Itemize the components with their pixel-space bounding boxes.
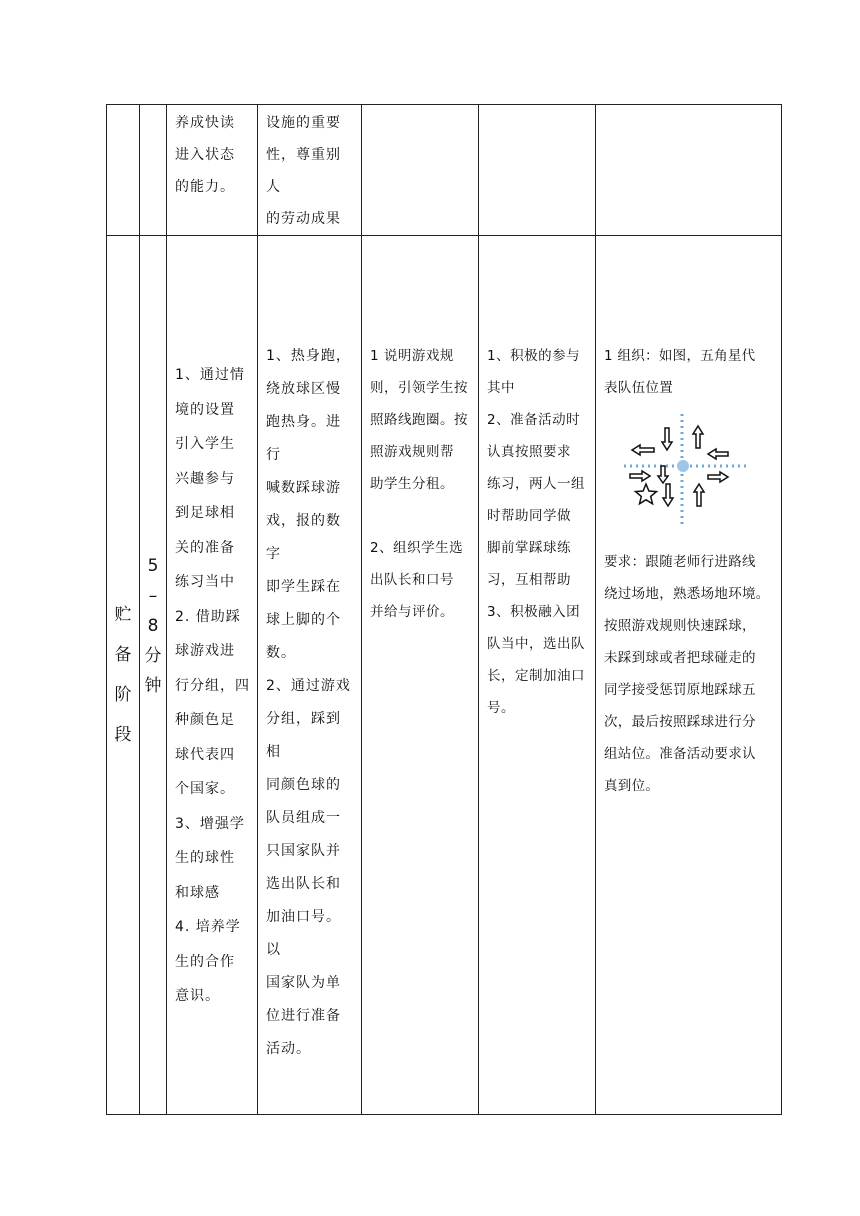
teacher-text: 1 说明游戏规 则，引领学生按 照路线跑圈。按 照游戏规则帮 助学生分租。 2、组织学生选 出队长和口号 并给与评价。 <box>370 348 468 620</box>
cell-content <box>258 236 362 1115</box>
objectives-text: 1、通过情 境的设置 引入学生 兴趣参与 到足球相 关的准备 练习当中 2. 借助踩 球游戏进 行分组，四 种颜色足 球代表四 个国家。 3、增强学 生的球性 和球感 4. 培养学 生的合作 意识。 <box>175 367 250 1004</box>
org-top-text: 1 组织：如图，五角星代 表队伍位置 <box>604 348 756 396</box>
time-char: 5 <box>147 556 159 576</box>
arrow-right-icon <box>708 472 728 482</box>
stage-char: 贮 <box>114 605 132 625</box>
lesson-plan-table <box>106 104 782 1115</box>
time-char: 钟 <box>144 676 162 696</box>
cell-teacher <box>362 236 479 1115</box>
cell-student <box>479 236 596 1115</box>
arrow-up-icon <box>694 484 704 506</box>
stage-char: 阶 <box>114 685 132 705</box>
stage-char: 段 <box>114 725 132 745</box>
time-cell <box>140 236 167 1115</box>
cell-moral-prev <box>258 105 362 236</box>
student-text: 1、积极的参与 其中 2、准备活动时 认真按照要求 练习，两人一组 时帮助同学做 脚前掌踩球练 习，互相帮助 3、积极融入团 队当中，选出队 长，定制加油口 号。 <box>487 348 585 716</box>
cell-student-prev <box>479 105 596 236</box>
ball-icon <box>677 460 689 472</box>
cell-objectives-prev <box>167 105 258 236</box>
formation-diagram <box>624 414 746 524</box>
org-bottom-text: 要求：跟随老师行进路线 绕过场地，熟悉场地环境。 按照游戏规则快速踩球， 未踩到球或者把球碰走的 同学接受惩罚原地踩球五 次，最后按照踩球进行分 组站位。准备活动要求认 真到位。 <box>604 554 770 794</box>
time-char: – <box>148 586 158 606</box>
time-char: 分 <box>144 646 162 666</box>
arrow-right-icon <box>630 471 650 481</box>
cell-objectives <box>167 236 258 1115</box>
stage-char: 备 <box>114 645 132 665</box>
time-char: 8 <box>147 616 159 636</box>
content-text: 1、热身跑， 绕放球区慢 跑热身。进行 喊数踩球游 戏，报的数字 即学生踩在 球上脚的个 数。 2、通过游戏 分组，踩到相 同颜色球的 队员组成一 只国家队并 选出队长和 加油口号。以 国家队为单 位进行准备 活动。 <box>266 348 351 1057</box>
arrow-left-icon <box>708 449 728 459</box>
arrow-down-icon <box>658 466 668 483</box>
cell-stage-prev <box>107 105 140 236</box>
star-icon <box>636 484 657 504</box>
stage-cell <box>107 236 140 1115</box>
cell-org-prev <box>596 105 782 236</box>
objectives-text-prev: 养成快读 进入状态 的能力。 <box>175 115 235 195</box>
table-row-previous <box>107 105 782 236</box>
moral-text-prev: 设施的重要 性，尊重别人 的劳动成果 <box>266 115 341 227</box>
table-row-prep <box>107 236 782 1115</box>
arrow-down-icon <box>663 484 673 506</box>
cell-time-prev <box>140 105 167 236</box>
cell-organization <box>596 236 782 1115</box>
arrow-up-icon <box>693 426 703 448</box>
cell-teacher-prev <box>362 105 479 236</box>
arrow-left-icon <box>632 445 654 455</box>
arrow-down-icon <box>662 428 672 450</box>
